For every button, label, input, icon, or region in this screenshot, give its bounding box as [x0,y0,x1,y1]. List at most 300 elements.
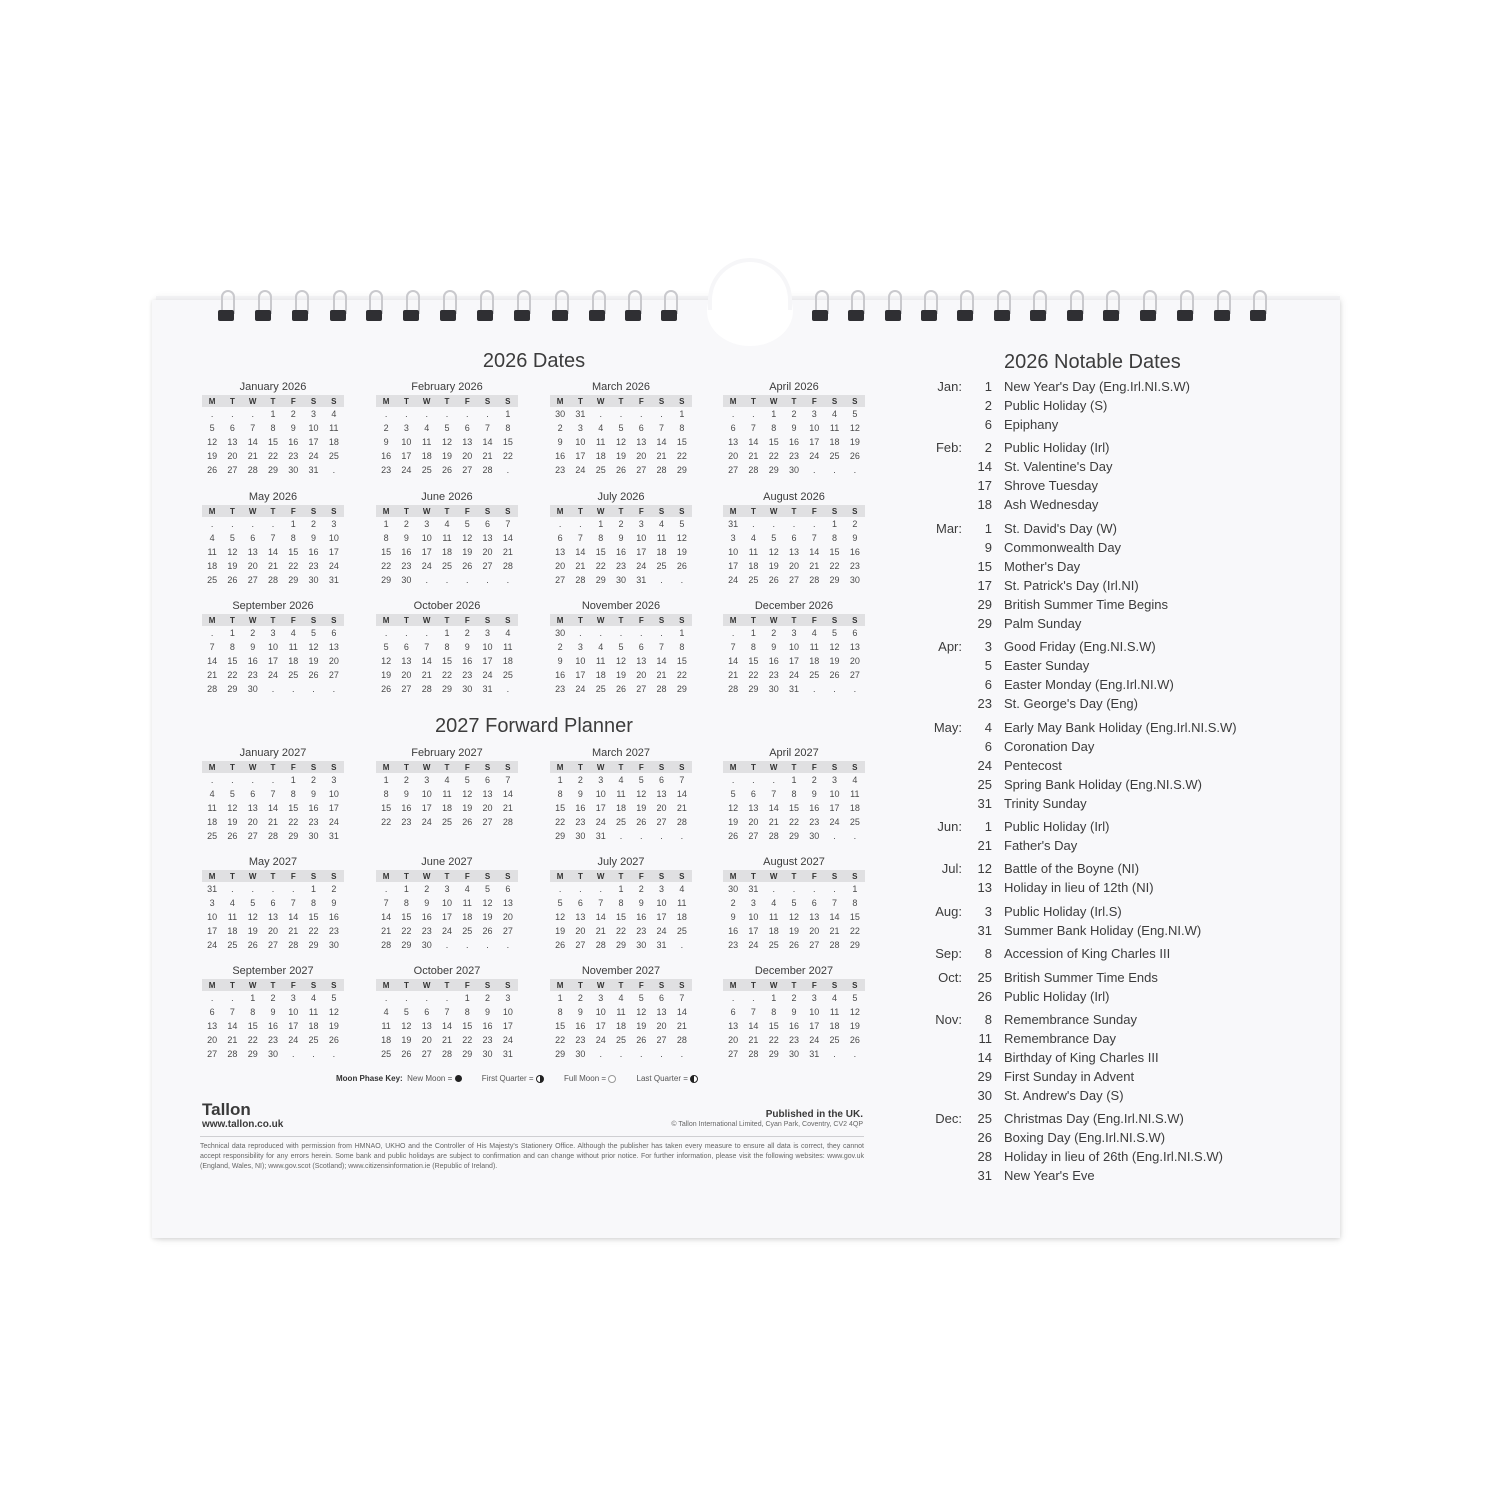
day-cell: 23 [555,465,566,475]
day-cell: 29 [768,465,779,475]
day-cell: . [813,884,816,894]
day-cell: 31 [308,465,319,475]
weekday-header: S [824,614,844,626]
day-cell: 7 [505,519,511,529]
day-cell: 26 [482,926,493,936]
day-cell: 15 [381,547,392,557]
month-grid [550,395,692,477]
week-row [723,1047,865,1061]
week-row [376,449,518,463]
day-cell: 29 [462,1049,473,1059]
day-cell: . [271,884,275,894]
day-cell: 25 [207,831,218,841]
weekday-header: T [437,761,457,773]
day-cell: 9 [557,656,563,666]
day-cell: 6 [250,789,256,799]
day-cell: 5 [229,789,235,799]
day-cell: 22 [748,670,759,680]
weekday-header: W [764,979,784,991]
month-calendar [723,746,865,843]
week-row [376,682,518,696]
month-name: March 2026 [591,381,651,393]
weekday-header: M [376,505,396,517]
day-cell: 5 [832,628,838,638]
week-row [550,654,692,668]
day-cell: 22 [227,670,238,680]
weekday-header: M [550,395,570,407]
month-name: May 2026 [248,491,298,503]
weekday-header: M [202,614,222,626]
week-row [723,545,865,559]
weekday-header: S [651,614,671,626]
day-cell: 6 [730,423,736,433]
weekday-header: F [631,979,651,991]
day-cell: 3 [659,884,665,894]
day-cell: . [312,1049,315,1059]
week-row [202,882,344,896]
notable-day: 11 [978,1031,992,1046]
day-cell: 31 [502,1049,513,1059]
day-cell: 21 [676,803,687,813]
day-cell: 30 [421,940,432,950]
day-cell: . [251,884,254,894]
binding-ring [812,290,830,330]
week-row [723,801,865,815]
binding-ring [848,290,866,330]
weekday-header: M [723,395,743,407]
day-cell: . [853,1049,857,1059]
day-cell: 6 [638,423,644,433]
notable-day: 3 [984,903,992,919]
day-cell: 14 [768,803,779,813]
day-cell: 3 [331,775,337,785]
weekday-header: T [263,395,283,407]
day-cell: 19 [555,926,566,936]
day-cell: 13 [482,789,493,799]
binding-ring [921,290,939,330]
week-row [550,1033,692,1047]
day-cell: 22 [595,561,606,571]
first-quarter-label: First Quarter = [481,1074,534,1083]
week-row [202,1019,344,1033]
day-cell: 18 [595,670,606,680]
day-cell: 14 [421,656,432,666]
day-cell: 1 [557,775,563,785]
notable-event: Boxing Day (Eng.Irl.NI.S.W) [1004,1130,1166,1146]
day-cell: 20 [227,451,238,461]
day-cell: 14 [656,656,667,666]
day-cell: 14 [247,437,258,447]
weekday-header: S [651,979,671,991]
day-cell: . [271,775,275,785]
weekday-header: T [611,761,631,773]
week-row [723,517,865,531]
weekday-header: W [417,505,437,517]
week-row [550,1005,692,1019]
week-row [202,938,344,952]
day-cell: . [405,993,408,1003]
day-cell: 15 [676,437,687,447]
weekday-header: F [804,505,824,517]
day-cell: 14 [441,1021,452,1031]
day-cell: 6 [424,1007,430,1017]
day-cell: 1 [771,993,777,1003]
weekday-header: W [591,395,611,407]
punch-hole [440,310,456,321]
day-cell: 1 [464,993,470,1003]
day-cell: 10 [207,912,218,922]
day-cell: 3 [832,775,838,785]
day-cell: 20 [656,1021,667,1031]
day-cell: 22 [788,817,799,827]
day-cell: 26 [462,561,473,571]
weekday-header: T [611,505,631,517]
week-row [723,1019,865,1033]
day-cell: 23 [401,561,412,571]
day-cell: 4 [618,775,624,785]
day-cell: 1 [383,519,389,529]
day-cell: 4 [750,533,756,543]
day-cell: 18 [829,437,840,447]
day-cell: 21 [381,926,392,936]
day-cell: 26 [401,1049,412,1059]
day-cell: 7 [270,789,276,799]
day-cell: . [466,940,469,950]
day-cell: 27 [809,940,820,950]
day-cell: 15 [401,912,412,922]
weekday-header: S [303,614,323,626]
day-cell: 23 [788,1035,799,1045]
week-row [202,435,344,449]
day-cell: 3 [485,628,491,638]
month-grid [376,614,518,696]
weekday-header: S [324,979,344,991]
day-cell: 27 [247,831,258,841]
day-cell: 9 [852,533,858,543]
week-row [550,573,692,587]
day-cell: 4 [229,898,235,908]
day-cell: 2 [577,993,583,1003]
day-cell: 17 [809,1021,820,1031]
day-cell: 27 [462,465,473,475]
day-cell: 18 [829,1021,840,1031]
day-cell: 12 [615,656,626,666]
day-cell: 5 [331,993,337,1003]
day-cell: 18 [227,926,238,936]
day-cell: 16 [308,547,319,557]
day-cell: 27 [849,670,860,680]
day-cell: 20 [267,926,278,936]
notable-event: Holiday in lieu of 12th (NI) [1004,880,1154,896]
weekday-header: F [457,761,477,773]
day-cell: 13 [247,803,258,813]
weekday-header: M [550,614,570,626]
day-cell: 23 [267,1035,278,1045]
day-cell: 17 [575,670,586,680]
day-cell: . [660,575,663,585]
week-row [550,1019,692,1033]
day-cell: 11 [503,642,513,652]
day-cell: 23 [482,1035,493,1045]
day-cell: 29 [595,575,606,585]
weekday-header: F [804,614,824,626]
day-cell: 19 [227,817,238,827]
day-cell: 12 [227,547,238,557]
day-cell: 16 [247,656,258,666]
day-cell: 24 [595,1035,606,1045]
day-cell: 1 [290,775,296,785]
day-cell: 13 [401,656,412,666]
weekday-header: W [243,979,263,991]
notable-event: Epiphany [1004,417,1059,432]
day-cell: 3 [444,884,450,894]
month-name: October 2026 [413,600,481,612]
day-cell: 4 [331,409,337,419]
day-cell: 24 [809,1035,820,1045]
week-row [202,463,344,477]
notable-day: 30 [977,1088,992,1103]
day-cell: . [579,519,582,529]
weekday-header: S [498,979,518,991]
day-cell: 24 [421,561,432,571]
binding-ring [552,290,570,330]
day-cell: 5 [485,884,491,894]
day-cell: 30 [788,1049,799,1059]
week-row [376,910,518,924]
day-cell: 31 [748,884,759,894]
week-row [723,896,865,910]
weekday-header: F [457,979,477,991]
weekday-header: S [824,505,844,517]
weekday-header: T [611,979,631,991]
day-cell: 6 [852,628,858,638]
day-cell: 18 [676,912,687,922]
day-cell: 22 [849,926,860,936]
day-cell: 21 [728,670,739,680]
month-grid [376,505,518,587]
day-cell: 13 [267,912,278,922]
weekday-header: S [477,505,497,517]
day-cell: 26 [555,940,566,950]
weekday-header: W [417,395,437,407]
week-row [550,896,692,910]
day-cell: 16 [288,437,299,447]
weekday-header: F [631,395,651,407]
week-row [202,1033,344,1047]
moon-key-label: Moon Phase Key: [336,1074,403,1083]
notable-month: Nov: [935,1012,962,1027]
weekday-header: F [804,761,824,773]
day-cell: . [292,1049,295,1059]
weekday-header: T [611,614,631,626]
weekday-header: W [591,761,611,773]
day-cell: 21 [502,803,513,813]
day-cell: 14 [575,547,586,557]
day-cell: 3 [750,898,756,908]
day-cell: 10 [482,642,493,652]
day-cell: 17 [595,1021,606,1031]
day-cell: . [833,684,836,694]
day-cell: 26 [381,684,392,694]
day-cell: 19 [462,803,473,813]
day-cell: 25 [809,670,820,680]
notable-event: St. David's Day (W) [1004,520,1117,536]
week-row [376,559,518,573]
weekday-header: T [222,505,242,517]
week-row [376,773,518,787]
day-cell: . [833,1049,836,1059]
weekday-header: W [591,870,611,882]
day-cell: 17 [328,547,339,557]
day-cell: 14 [656,437,667,447]
month-calendar [376,490,518,587]
day-cell: 22 [555,1035,566,1045]
day-cell: 10 [421,533,432,543]
weekday-header: S [845,505,865,517]
day-cell: 29 [615,940,626,950]
weekday-header: T [570,761,590,773]
day-cell: 16 [462,656,473,666]
day-cell: 21 [267,561,278,571]
day-cell: 10 [267,642,278,652]
day-cell: 5 [557,898,563,908]
weekday-header: T [570,395,590,407]
day-cell: 28 [441,1049,452,1059]
notable-day: 25 [977,776,992,792]
weekday-header: M [376,870,396,882]
week-row [723,1033,865,1047]
day-cell: 26 [227,575,238,585]
day-cell: 12 [615,437,626,447]
weekday-header: S [824,395,844,407]
day-cell: 3 [505,993,511,1003]
day-cell: 2 [852,519,858,529]
day-cell: 11 [308,1007,319,1017]
day-cell: 6 [209,1007,215,1017]
binding-ring [1103,290,1121,330]
day-cell: 19 [676,547,687,557]
day-cell: 15 [748,656,759,666]
day-cell: 11 [329,423,339,433]
weekday-header: W [591,505,611,517]
day-cell: . [772,519,775,529]
day-cell: 2 [557,642,563,652]
notable-day: 31 [977,795,992,811]
day-cell: 9 [730,912,736,922]
day-cell: 4 [209,789,215,799]
week-row [202,896,344,910]
month-calendar [550,746,692,843]
day-cell: 13 [788,547,799,557]
day-cell: 13 [247,547,258,557]
week-row [723,910,865,924]
week-row [550,668,692,682]
day-cell: 20 [207,1035,218,1045]
day-cell: 2 [811,775,817,785]
punch-hole [514,310,530,321]
day-cell: 8 [832,533,838,543]
week-row [723,991,865,1005]
day-cell: 22 [288,817,299,827]
day-cell: 8 [679,423,685,433]
day-cell: 8 [444,642,450,652]
day-cell: 29 [676,465,687,475]
day-cell: 10 [809,1007,820,1017]
day-cell: 2 [311,519,317,529]
day-cell: 25 [288,670,299,680]
notable-event: British Summer Time Begins [1004,596,1168,612]
day-cell: 25 [502,670,513,680]
punch-hole [1140,310,1156,321]
month-name: September 2026 [232,600,314,612]
day-cell: 28 [247,465,258,475]
day-cell: 31 [809,1049,820,1059]
weekday-header: S [651,505,671,517]
day-cell: 18 [615,803,626,813]
month-name: March 2027 [591,747,651,759]
day-cell: 15 [288,547,299,557]
day-cell: . [332,465,336,475]
day-cell: 21 [502,547,513,557]
day-cell: 27 [575,940,586,950]
day-cell: . [292,884,295,894]
punch-hole [885,310,901,321]
day-cell: 29 [555,831,566,841]
day-cell: 25 [595,684,606,694]
month-name: August 2026 [763,491,825,503]
day-cell: 28 [595,940,606,950]
day-cell: 9 [791,423,797,433]
day-cell: 17 [575,451,586,461]
day-cell: 3 [311,409,317,419]
day-cell: 21 [288,926,299,936]
day-cell: 4 [290,628,296,638]
weekday-header: T [396,870,416,882]
day-cell: . [231,409,234,419]
day-cell: 19 [849,1021,860,1031]
notable-day: 25 [977,969,992,985]
day-cell: 1 [679,628,685,638]
notable-day: 3 [984,639,992,655]
day-cell: 30 [288,465,299,475]
week-row [376,517,518,531]
day-cell: 11 [829,1007,840,1017]
day-cell: 12 [849,1007,860,1017]
day-cell: 19 [829,656,840,666]
punch-hole [957,310,973,321]
day-cell: 8 [270,423,276,433]
day-cell: 30 [328,940,339,950]
day-cell: 15 [502,437,513,447]
weekday-header: F [631,761,651,773]
weekday-header: T [784,614,804,626]
day-cell: 28 [829,940,840,950]
month-name: September 2027 [232,965,314,977]
day-cell: 9 [811,789,817,799]
day-cell: 8 [852,898,858,908]
day-cell: 18 [207,561,218,571]
day-cell: 11 [227,912,238,922]
day-cell: 15 [788,803,799,813]
day-cell: 3 [424,775,430,785]
day-cell: 15 [849,912,860,922]
day-cell: 17 [748,926,759,936]
day-cell: 6 [750,789,756,799]
day-cell: 7 [659,642,665,652]
day-cell: 31 [636,575,647,585]
day-cell: 7 [383,898,389,908]
day-cell: 29 [849,940,860,950]
